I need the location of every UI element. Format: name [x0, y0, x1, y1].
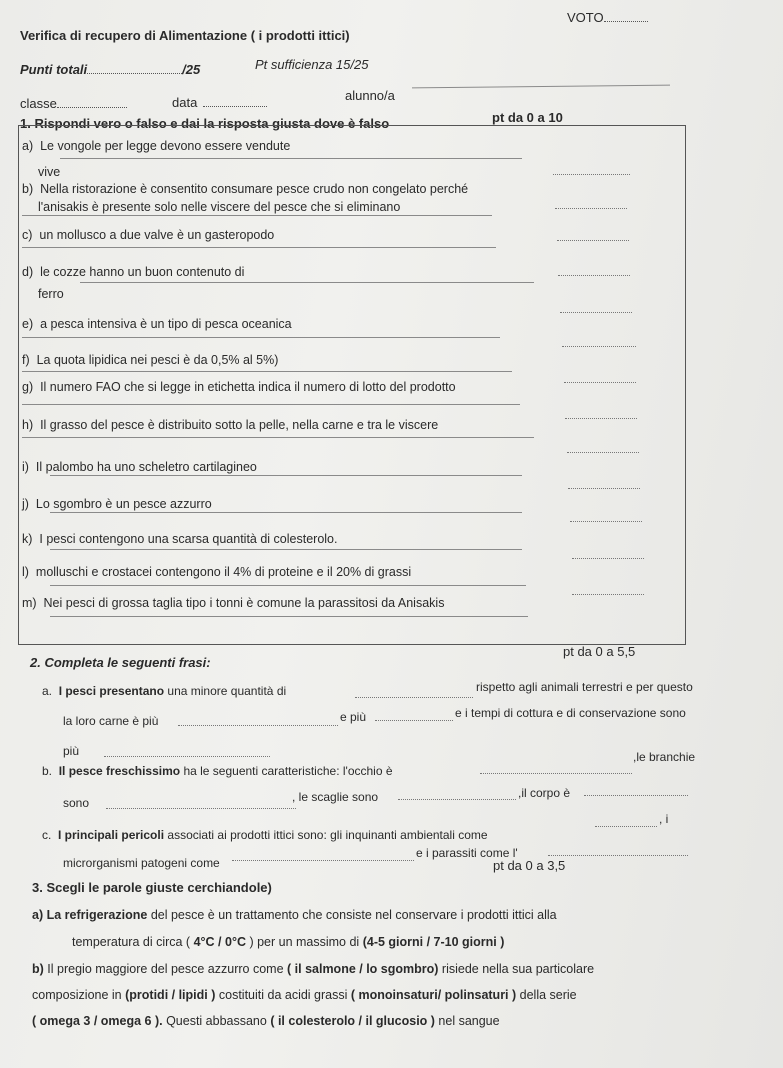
item-h: h) Il grasso del pesce è distribuito sotto la pelle, nella carne e tra le viscere: [22, 418, 439, 432]
s2-b-blank4[interactable]: [584, 795, 688, 796]
data-field[interactable]: data: [172, 95, 267, 110]
answer-l[interactable]: [572, 558, 644, 559]
answer-h[interactable]: [565, 418, 637, 419]
answer-c[interactable]: [557, 240, 629, 241]
item-d-line2: ferro: [38, 287, 64, 301]
section2-points: pt da 0 a 5,5: [563, 644, 636, 659]
item-a: a) Le vongole per legge devono essere vendute: [22, 139, 291, 153]
s2-a-blank3[interactable]: [375, 720, 453, 721]
s3-a-option-days[interactable]: (4-5 giorni / 7-10 giorni ): [362, 935, 505, 949]
item-f: f) La quota lipidica nei pesci è da 0,5% al 5%): [22, 353, 279, 367]
s2-b-blank3[interactable]: [398, 799, 516, 800]
item-l: l) molluschi e crostacei contengono il 4% di proteine e il 20% di grassi: [22, 565, 412, 579]
s2-c-line2: microrganismi patogeni come: [63, 856, 220, 870]
item-i: i) Il palombo ha uno scheletro cartilagineo: [22, 460, 257, 474]
s3-b-option-fat[interactable]: ( monoinsaturi/ polinsaturi ): [350, 988, 517, 1002]
answer-d[interactable]: [558, 275, 630, 276]
s2-c-blank3[interactable]: [548, 855, 688, 856]
s3-b-line2: composizione in (protidi / lipidi ) costituiti da acidi grassi ( monoinsaturi/ polinsaturi ) della serie: [32, 988, 577, 1002]
section1-title: 1. Rispondi vero o falso e dai la risposta giusta dove è falso: [20, 116, 390, 131]
s3-b-option-nutrient[interactable]: (protidi / lipidi ): [125, 988, 216, 1002]
voto-label: VOTO: [567, 10, 648, 25]
section3-title: 3. Scegli le parole giuste cerchiandole): [32, 880, 272, 895]
alunno-line: [412, 85, 670, 89]
s3-a-line2: temperatura di circa ( 4°C / 0°C ) per un massimo di (4-5 giorni / 7-10 giorni ): [72, 935, 505, 949]
section3-points: pt da 0 a 3,5: [493, 858, 566, 873]
s3-b-option-blood[interactable]: ( il colesterolo / il glucosio ): [270, 1014, 435, 1028]
s2-a-line1: a. I pesci presentano una minore quantità di: [42, 684, 287, 698]
s3-a-option-temp[interactable]: 4°C / 0°C: [193, 935, 246, 949]
s2-b-blank1[interactable]: [480, 773, 632, 774]
punti-totali-label: Punti totali /25: [20, 62, 201, 77]
item-a-line2: vive: [38, 165, 61, 179]
s2-b-line2: sono: [63, 796, 90, 810]
item-c: c) un mollusco a due valve è un gasteropodo: [22, 228, 275, 242]
item-g: g) Il numero FAO che si legge in etichetta indica il numero di lotto del prodotto: [22, 380, 456, 394]
answer-k[interactable]: [570, 521, 642, 522]
s2-a-line3: più: [63, 744, 80, 758]
item-b-line2: l'anisakis è presente solo nelle viscere del pesce che si eliminano: [38, 200, 401, 214]
item-k: k) I pesci contengono una scarsa quantità di colesterolo.: [22, 532, 338, 546]
s2-a-blank2[interactable]: [178, 725, 338, 726]
s3-b-line1: b) Il pregio maggiore del pesce azzurro come ( il salmone / lo sgombro) risiede nella sua particolare: [32, 962, 595, 976]
answer-e[interactable]: [560, 312, 632, 313]
s2-c-blank2[interactable]: [232, 860, 414, 861]
s2-b-line1: b. Il pesce freschissimo ha le seguenti caratteristiche: l'occhio è: [42, 764, 393, 778]
answer-b[interactable]: [553, 174, 630, 175]
answer-g[interactable]: [564, 382, 636, 383]
s3-b-option-fish[interactable]: ( il salmone / lo sgombro): [287, 962, 439, 976]
item-j: j) Lo sgombro è un pesce azzurro: [22, 497, 212, 511]
item-m: m) Nei pesci di grossa taglia tipo i tonni è comune la parassitosi da Anisakis: [22, 596, 445, 610]
s2-c-line1: c. I principali pericoli associati ai prodotti ittici sono: gli inquinanti ambientali come: [42, 828, 488, 842]
sufficienza-label: Pt sufficienza 15/25: [255, 57, 369, 72]
s3-b-option-omega[interactable]: ( omega 3 / omega 6 ).: [32, 1014, 163, 1028]
s2-a-blank1[interactable]: [355, 697, 473, 698]
worksheet-page: VOTO Verifica di recupero di Alimentazione ( i prodotti ittici) Punti totali /25 Pt sufficienza 15/25 classe data alunno/a 1. Rispondi vero o falso e dai la risposta giusta dove è falso pt da 0 a 10 a) Le vongole per legge devono essere vendute vive b) Nella ristorazione è consentito consumare pesce crudo non congelato perché l'anisakis è presente solo nelle viscere del pesce che si eliminano c) un mollusco a due valve è un gasteropodo d) le cozze hanno un buon contenuto di ferro e) a pesca intensiva è un tipo di pesca oceanica f) La quota lipidica nei pesci è da 0,5% al 5%) g) Il numero FAO che si legge in etichetta indica il numero di lotto del prodotto h) Il grasso del pesce è distribuito sotto la pelle, nella carne e tra le viscere i) Il palombo ha uno scheletro cartilagineo j) Lo sgombro è un pesce azzurro k) I pesci contengono una scarsa quantità di colesterolo. l) molluschi e crostacei contengono il 4% di proteine e il 20% di grassi m) Nei pesci di grossa taglia tipo i tonni è comune la parassitosi da Anisakis 2. Completa le seguenti frasi: pt da 0 a 5,5 a. I pesci presentano una minore quantità di rispetto agli animali terrestri e per questo la loro carne è più e più e i tempi di cottura e di conservazione sono più b. Il pesce freschissimo ha le seguenti caratteristiche: l'occhio è ,le branchie sono , le scaglie sono ,il corpo è c. I principali pericoli associati ai prodotti ittici sono: gli inquinanti ambientali come , i microrganismi patogeni come e i parassiti come l' 3. Scegli le parole giuste cerchiandole) pt da 0 a 3,5 a) La refrigerazione del pesce è un trattamento che consiste nel conservare i prodotti ittici alla temperatura di circa ( 4°C / 0°C ) per un massimo di (4-5 giorni / 7-10 giorni ) b) Il pregio maggiore del pesce azzurro come ( il salmone / lo sgombro) risiede nella sua particolare composizione in (protidi / lipidi ) costituiti da acidi grassi ( monoinsaturi/ polinsaturi ) della serie ( omega 3 / omega 6 ). Questi abbassano ( il colesterolo / il glucosio ) nel sangue: [0, 0, 783, 1068]
s2-c-blank1[interactable]: [595, 826, 657, 827]
s2-a-blank4[interactable]: [104, 756, 270, 757]
answer-i[interactable]: [567, 452, 639, 453]
s3-a-line1: a) La refrigerazione del pesce è un trattamento che consiste nel conservare i prodotti ittici alla: [32, 908, 557, 922]
section1-points: pt da 0 a 10: [492, 110, 563, 125]
s2-b-blank2[interactable]: [106, 808, 296, 809]
alunno-field[interactable]: alunno/a: [345, 88, 395, 103]
worksheet-title: Verifica di recupero di Alimentazione ( i prodotti ittici): [20, 28, 350, 43]
item-d: d) le cozze hanno un buon contenuto di: [22, 265, 245, 279]
s2-a-line2: la loro carne è più: [63, 714, 159, 728]
section2-title: 2. Completa le seguenti frasi:: [30, 655, 211, 670]
answer-m[interactable]: [572, 594, 644, 595]
item-e: e) a pesca intensiva è un tipo di pesca oceanica: [22, 317, 292, 331]
classe-field[interactable]: classe: [20, 96, 127, 111]
item-b: b) Nella ristorazione è consentito consumare pesce crudo non congelato perché: [22, 182, 469, 196]
answer-j[interactable]: [568, 488, 640, 489]
answer-f[interactable]: [562, 346, 636, 347]
s3-b-line3: ( omega 3 / omega 6 ). Questi abbassano ( il colesterolo / il glucosio ) nel sangue: [32, 1014, 500, 1028]
